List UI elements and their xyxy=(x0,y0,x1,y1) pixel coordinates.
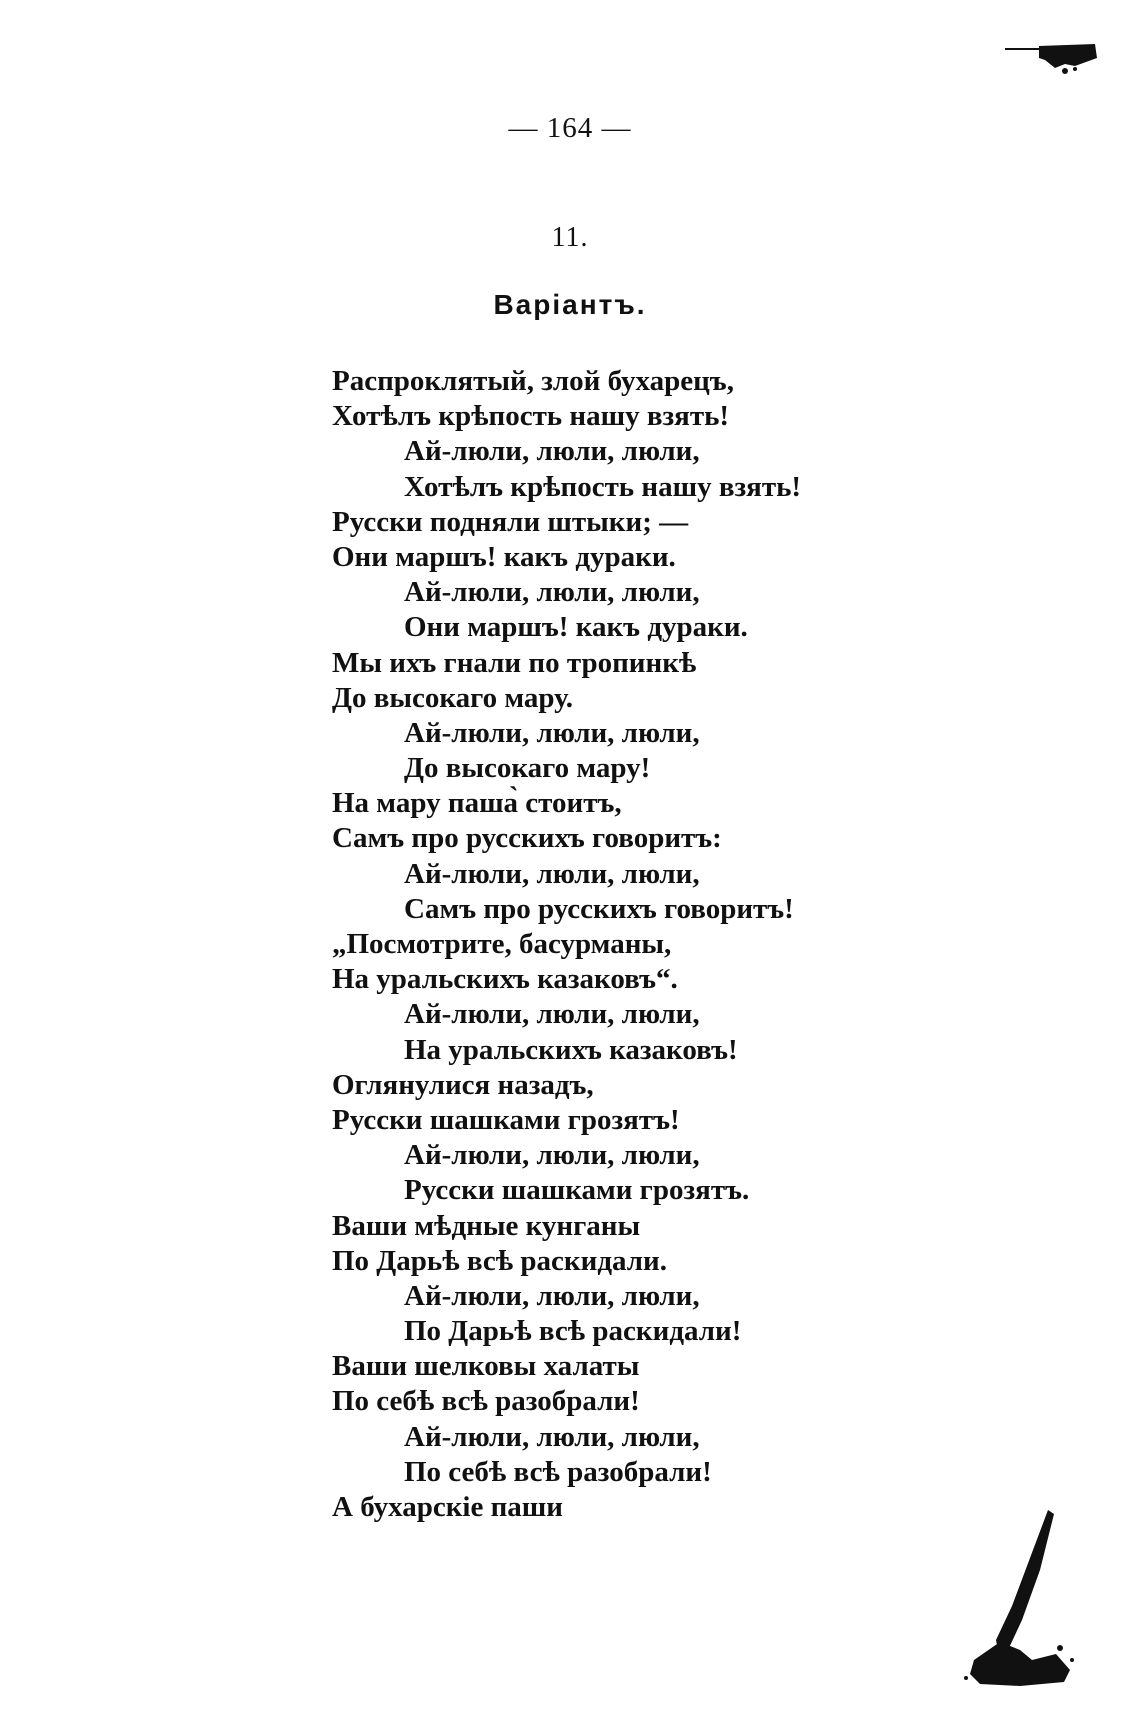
poem-number: 11. xyxy=(551,222,589,253)
refrain-line: До высокаго мару! xyxy=(404,752,651,785)
verse-line: Самъ про русскихъ говоритъ: xyxy=(332,822,722,855)
poem-title: Варіантъ. xyxy=(493,289,647,320)
verse-line: По Дарьѣ всѣ раскидали. xyxy=(332,1244,667,1277)
verse-line: Ваши мѣдные кунганы xyxy=(332,1209,641,1242)
refrain-line: На уральскихъ казаковъ! xyxy=(404,1033,738,1066)
page-number: — 164 — xyxy=(508,112,632,144)
verse-line: „Посмотрите, басурманы, xyxy=(332,928,672,960)
verse-line: Оглянулися назадъ, xyxy=(332,1068,594,1101)
verse-line: Ваши шелковы халаты xyxy=(332,1350,640,1383)
ink-blot-bottom-mark xyxy=(960,1510,1080,1690)
verse-line: Мы ихъ гнали по тропинкѣ xyxy=(332,646,697,679)
refrain-line: Они маршъ! какъ дураки. xyxy=(404,611,748,644)
refrain-line: Ай-люли, люли, люли, xyxy=(404,576,700,609)
refrain-line: Ай-люли, люли, люли, xyxy=(404,716,700,749)
refrain-line: По себѣ всѣ разобрали! xyxy=(404,1455,712,1488)
verse-line: По себѣ всѣ разобрали! xyxy=(332,1385,640,1418)
verse-line: Они маршъ! какъ дураки. xyxy=(332,540,676,573)
refrain-line: Ай-люли, люли, люли, xyxy=(404,1139,700,1172)
verse-line: На уральскихъ казаковъ“. xyxy=(332,963,678,996)
refrain-line: Ай-люли, люли, люли, xyxy=(404,435,700,468)
refrain-line: Ай-люли, люли, люли, xyxy=(404,1279,700,1312)
refrain-line: Самъ про русскихъ говоритъ! xyxy=(404,892,794,925)
refrain-line: Русски шашками грозятъ. xyxy=(404,1174,750,1207)
verse-line: Распроклятый, злой бухарецъ, xyxy=(332,365,734,397)
refrain-line: Ай-люли, люли, люли, xyxy=(404,857,700,890)
refrain-line: Ай-люли, люли, люли, xyxy=(404,998,700,1031)
refrain-line: Хотѣлъ крѣпость нашу взять! xyxy=(404,470,802,503)
verse-line: А бухарскіе паши xyxy=(332,1491,563,1523)
verse-line: До высокаго мару. xyxy=(332,681,573,714)
refrain-line: Ай-люли, люли, люли, xyxy=(404,1420,700,1453)
ink-blot-top-mark xyxy=(1005,44,1105,84)
poem-body xyxy=(332,364,892,1525)
refrain-line: По Дарьѣ всѣ раскидали! xyxy=(404,1315,742,1348)
verse-line: Хотѣлъ крѣпость нашу взять! xyxy=(332,400,730,433)
verse-line: На мару паша̀ стоитъ, xyxy=(332,787,622,820)
verse-line: Русски шашками грозятъ! xyxy=(332,1103,680,1136)
verse-line: Русски подняли штыки; — xyxy=(332,505,689,538)
